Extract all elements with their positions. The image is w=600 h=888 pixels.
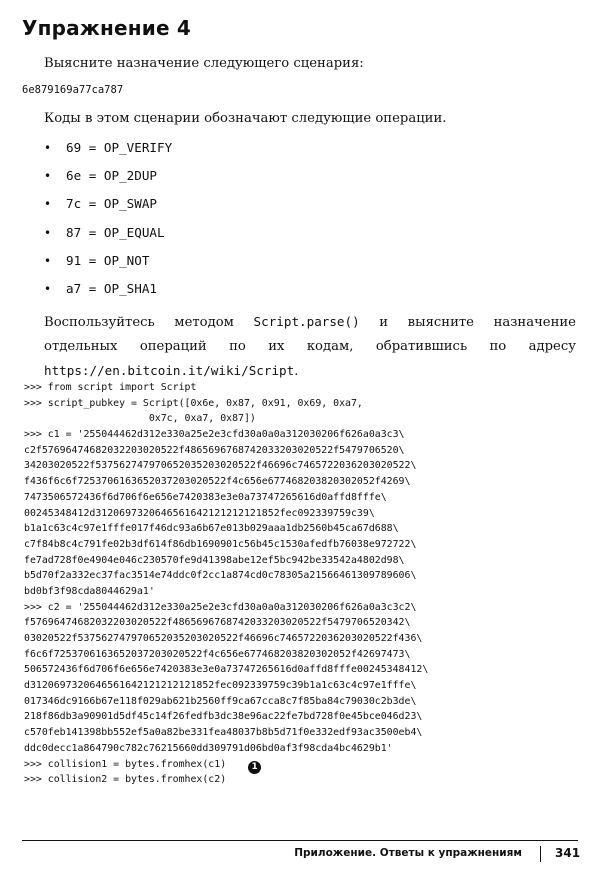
operation-name: OP_NOT	[103, 252, 150, 268]
operation-code: 87	[66, 224, 82, 240]
code-line	[24, 568, 428, 584]
code-line	[24, 694, 428, 710]
code-line-text: >>> c1 = '255044462d312e330a25e2e3cfd30a0a0a312030206f626a0a3c3\	[24, 429, 405, 441]
operation-item: • 91 = OP_NOT	[44, 250, 172, 278]
code-line	[24, 490, 428, 506]
code-line-text: >>> from script import Script	[24, 382, 197, 393]
method-name: Script.parse()	[253, 314, 360, 329]
code-line	[24, 725, 428, 741]
code-line-text: 017346dc9166b67e118f029ab621b2560ff9ca67cca8c7f85ba84c79030c2b3de\	[24, 695, 417, 707]
footer-rule	[22, 840, 578, 841]
code-line	[24, 411, 428, 427]
code-line-text: bd0bf3f98cda8044629a1'	[24, 585, 155, 597]
code-line	[24, 757, 428, 773]
callout-marker-icon: 1	[248, 761, 261, 774]
exercise-heading: Упражнение 4	[22, 16, 192, 40]
bullet-icon: •	[44, 141, 52, 155]
instructions-middle: и выясните назначение отдельных операций по их кодам, обратившись по адресу	[44, 315, 576, 354]
code-line-text: 34203020522f537562747970652035203020522f46696c7465722036203020522\	[24, 460, 417, 472]
code-line	[24, 600, 428, 616]
footer-title: Приложение. Ответы к упражнениям	[294, 847, 522, 859]
code-line	[24, 458, 428, 474]
operation-code: a7	[66, 280, 82, 296]
code-line	[24, 380, 428, 396]
operation-code: 91	[66, 252, 82, 268]
instructions-paragraph	[44, 310, 576, 384]
code-line	[24, 584, 428, 600]
code-line	[24, 553, 428, 569]
code-line	[24, 537, 428, 553]
code-line-text: c2f57696474682032203020522f4865696768742033203020522f5479706520\	[24, 444, 405, 456]
operation-name: OP_VERIFY	[103, 140, 173, 155]
code-line-text: >>> c2 = '255044462d312e330a25e2e3cfd30a0a0a312030206f626a0a3c3c2\	[24, 601, 417, 613]
bullet-icon: •	[44, 225, 52, 240]
code-line-text: 0x7c, 0xa7, 0x87])	[24, 413, 256, 425]
instructions-prefix: Воспользуйтесь методом	[44, 315, 254, 330]
code-line	[24, 678, 428, 694]
instructions-suffix: .	[294, 364, 299, 379]
bullet-icon: •	[44, 253, 52, 268]
code-line-text: >>> collision1 = bytes.fromhex(c1)	[24, 758, 227, 770]
operation-item: • 7c = OP_SWAP	[44, 193, 172, 221]
operation-item: • 87 = OP_EQUAL	[44, 222, 172, 250]
script-hex: 6e879169a77ca787	[22, 84, 124, 96]
bullet-icon: •	[44, 197, 52, 212]
code-line-text: b5d70f2a332ec37fac3514e74ddc0f2cc1a874cd0c78305a21566461309789606\	[24, 570, 417, 582]
codes-intro-text: Коды в этом сценарии обозначают следующие операции.	[44, 111, 447, 126]
code-line	[24, 662, 428, 678]
code-line-text: d3120697320646561642121212121852fec092339759c39b1a1c63c4c97e1fffe\	[24, 680, 417, 692]
wiki-url: https://en.bitcoin.it/wiki/Script	[44, 363, 295, 378]
code-listing	[24, 380, 428, 788]
operation-item: • 6e = OP_2DUP	[44, 165, 172, 193]
code-line-text: 506572436f6d706f6e656e7420383e3e0a73747265616d0affd8fffe00245348412\	[24, 664, 429, 676]
operation-code: 69	[66, 140, 82, 155]
code-line	[24, 427, 428, 443]
code-line	[24, 631, 428, 647]
code-line-text: f57696474682032203020522f4865696768742033203020522f5479706520342\	[24, 617, 411, 629]
bullet-icon: •	[44, 169, 52, 184]
operation-code: 7c	[66, 196, 82, 212]
code-line	[24, 396, 428, 412]
code-line	[24, 506, 428, 522]
code-line-text: >>> collision2 = bytes.fromhex(c2)	[24, 774, 227, 786]
operation-name: OP_EQUAL	[103, 224, 165, 240]
code-line-text: 218f86db3a90901d5df45c14f26fedfb3dc38e96ac22fe7bd728f0e45bce046d23\	[24, 711, 423, 723]
intro-text: Выясните назначение следующего сценария:	[44, 56, 364, 71]
bullet-icon: •	[44, 281, 52, 296]
code-line-text: f436f6c6f7253706163652037203020522f4c656e677468203820302052f4269\	[24, 476, 411, 488]
code-line	[24, 521, 428, 537]
code-line-text: 03020522f537562747970652035203020522f46696c7465722036203020522f436\	[24, 633, 423, 644]
code-line-text: f6c6f7253706163652037203020522f4c656e677468203820302052f42697473\	[24, 648, 411, 660]
code-line-text: 00245348412d3120697320646561642121212121852fec092339759c39\	[24, 507, 375, 519]
operation-name: OP_2DUP	[103, 168, 157, 184]
code-line	[24, 615, 428, 631]
operations-list	[44, 137, 172, 306]
footer-separator	[540, 846, 541, 862]
operation-item: • a7 = OP_SHA1	[44, 278, 172, 306]
code-line-text: >>> script_pubkey = Script([0x6e, 0x87, 0x91, 0x69, 0xa7,	[24, 397, 363, 409]
code-line-text: c570feb141398bb552ef5a0a82be331fea48037b8b5d71f0e332edf93ac3500eb4\	[24, 727, 423, 739]
code-line-text: 7473506572436f6d706f6e656e7420383e3e0a73747265616d0affd8fffe\	[24, 491, 387, 503]
code-line	[24, 772, 428, 788]
code-line-text: c7f84b8c4c791fe02b3df614f86db1690901c56b45c1530afedfb76038e972722\	[24, 538, 417, 550]
code-line	[24, 474, 428, 490]
page-number: 341	[555, 846, 581, 860]
code-line-text: fe7ad728f0e4904e046c230570fe9d41398abe12ef5bc942be33542a4802d98\	[24, 554, 405, 566]
code-line	[24, 647, 428, 663]
code-line	[24, 709, 428, 725]
operation-item: • 69 = OP_VERIFY	[44, 137, 172, 165]
operation-name: OP_SWAP	[103, 196, 157, 212]
operation-code: 6e	[66, 168, 82, 184]
code-line-text: ddc0decc1a864790c782c76215660dd309791d06bd0af3f98cda4bc4629b1'	[24, 742, 393, 754]
code-line	[24, 741, 428, 757]
operation-name: OP_SHA1	[103, 280, 157, 296]
code-line-text: b1a1c63c4c97e1fffe017f46dc93a6b67e013b029aaa1db2560b45ca67d688\	[24, 523, 399, 535]
code-line	[24, 443, 428, 459]
